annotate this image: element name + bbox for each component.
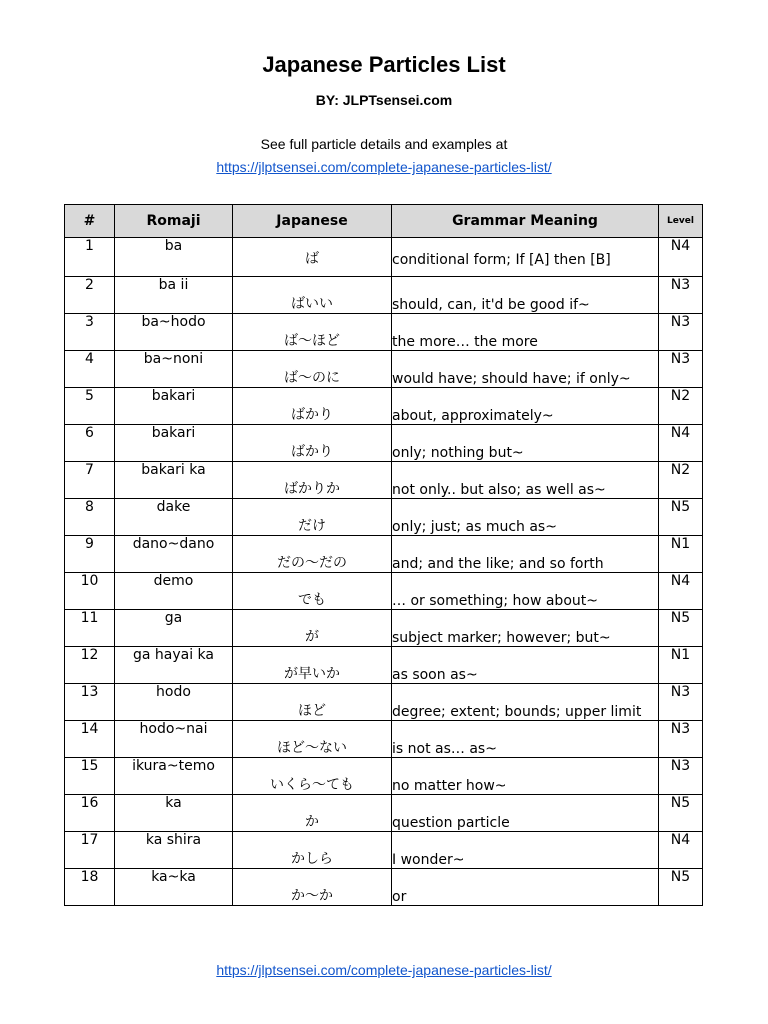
table-row bbox=[65, 573, 703, 610]
table-row bbox=[65, 499, 703, 536]
cell-romaji: dano~dano bbox=[115, 536, 233, 573]
cell-level: N3 bbox=[659, 277, 703, 314]
table-row bbox=[65, 277, 703, 314]
cell-japanese: ば～ほど bbox=[233, 314, 392, 351]
table-body bbox=[65, 238, 703, 906]
cell-number: 14 bbox=[65, 721, 115, 758]
cell-romaji: ga hayai ka bbox=[115, 647, 233, 684]
cell-meaning: I wonder~ bbox=[392, 832, 659, 869]
cell-level: N1 bbox=[659, 647, 703, 684]
cell-meaning: should, can, it'd be good if~ bbox=[392, 277, 659, 314]
cell-number: 1 bbox=[65, 238, 115, 277]
cell-japanese: ば bbox=[233, 238, 392, 277]
column-header-japanese: Japanese bbox=[233, 205, 392, 238]
cell-number: 3 bbox=[65, 314, 115, 351]
cell-romaji: ga bbox=[115, 610, 233, 647]
cell-japanese: かしら bbox=[233, 832, 392, 869]
cell-romaji: ka shira bbox=[115, 832, 233, 869]
cell-level: N2 bbox=[659, 388, 703, 425]
particles-table bbox=[64, 204, 703, 906]
cell-japanese: ばいい bbox=[233, 277, 392, 314]
column-header-meaning: Grammar Meaning bbox=[392, 205, 659, 238]
cell-number: 5 bbox=[65, 388, 115, 425]
cell-level: N1 bbox=[659, 536, 703, 573]
cell-number: 12 bbox=[65, 647, 115, 684]
page-title: Japanese Particles List bbox=[262, 52, 506, 77]
cell-japanese: ば～のに bbox=[233, 351, 392, 388]
cell-meaning: would have; should have; if only~ bbox=[392, 351, 659, 388]
table-row bbox=[65, 721, 703, 758]
cell-number: 15 bbox=[65, 758, 115, 795]
cell-japanese: いくら～ても bbox=[233, 758, 392, 795]
cell-level: N5 bbox=[659, 869, 703, 906]
cell-japanese: だの～だの bbox=[233, 536, 392, 573]
cell-meaning: or bbox=[392, 869, 659, 906]
table-row bbox=[65, 238, 703, 277]
cell-number: 17 bbox=[65, 832, 115, 869]
table-row bbox=[65, 425, 703, 462]
cell-japanese: ばかりか bbox=[233, 462, 392, 499]
cell-romaji: bakari ka bbox=[115, 462, 233, 499]
cell-number: 9 bbox=[65, 536, 115, 573]
table-row bbox=[65, 388, 703, 425]
cell-meaning: is not as… as~ bbox=[392, 721, 659, 758]
cell-romaji: hodo~nai bbox=[115, 721, 233, 758]
cell-japanese: ばかり bbox=[233, 425, 392, 462]
table-row bbox=[65, 758, 703, 795]
cell-japanese: でも bbox=[233, 573, 392, 610]
cell-romaji: bakari bbox=[115, 425, 233, 462]
table-row bbox=[65, 869, 703, 906]
cell-romaji: ka~ka bbox=[115, 869, 233, 906]
cell-romaji: ikura~temo bbox=[115, 758, 233, 795]
table-row bbox=[65, 684, 703, 721]
header-particles-link[interactable]: https://jlptsensei.com/complete-japanese-particles-list/ bbox=[216, 159, 552, 175]
cell-level: N3 bbox=[659, 684, 703, 721]
cell-level: N4 bbox=[659, 573, 703, 610]
cell-number: 4 bbox=[65, 351, 115, 388]
cell-romaji: ba ii bbox=[115, 277, 233, 314]
cell-level: N3 bbox=[659, 351, 703, 388]
cell-meaning: not only.. but also; as well as~ bbox=[392, 462, 659, 499]
cell-japanese: ばかり bbox=[233, 388, 392, 425]
cell-romaji: dake bbox=[115, 499, 233, 536]
cell-japanese: ほど bbox=[233, 684, 392, 721]
cell-number: 18 bbox=[65, 869, 115, 906]
cell-meaning: only; nothing but~ bbox=[392, 425, 659, 462]
table-row bbox=[65, 610, 703, 647]
header-link-container bbox=[0, 159, 768, 175]
cell-japanese: が早いか bbox=[233, 647, 392, 684]
cell-meaning: … or something; how about~ bbox=[392, 573, 659, 610]
cell-romaji: demo bbox=[115, 573, 233, 610]
cell-romaji: ka bbox=[115, 795, 233, 832]
cell-number: 8 bbox=[65, 499, 115, 536]
cell-meaning: conditional form; If [A] then [B] bbox=[392, 238, 659, 277]
cell-number: 13 bbox=[65, 684, 115, 721]
cell-meaning: as soon as~ bbox=[392, 647, 659, 684]
cell-meaning: about, approximately~ bbox=[392, 388, 659, 425]
cell-level: N3 bbox=[659, 314, 703, 351]
table-header-row bbox=[65, 205, 703, 238]
table-row bbox=[65, 832, 703, 869]
column-header-level: Level bbox=[659, 205, 703, 238]
cell-meaning: question particle bbox=[392, 795, 659, 832]
cell-meaning: subject marker; however; but~ bbox=[392, 610, 659, 647]
column-header-number: # bbox=[65, 205, 115, 238]
details-note: See full particle details and examples at bbox=[260, 136, 508, 152]
cell-level: N5 bbox=[659, 610, 703, 647]
cell-meaning: and; and the like; and so forth bbox=[392, 536, 659, 573]
cell-level: N4 bbox=[659, 832, 703, 869]
cell-meaning: no matter how~ bbox=[392, 758, 659, 795]
cell-japanese: か bbox=[233, 795, 392, 832]
byline: BY: JLPTsensei.com bbox=[315, 92, 453, 108]
cell-number: 2 bbox=[65, 277, 115, 314]
cell-japanese: が bbox=[233, 610, 392, 647]
cell-level: N4 bbox=[659, 238, 703, 277]
cell-japanese: だけ bbox=[233, 499, 392, 536]
footer-link-container bbox=[0, 962, 768, 978]
cell-level: N5 bbox=[659, 795, 703, 832]
cell-meaning: only; just; as much as~ bbox=[392, 499, 659, 536]
cell-romaji: ba bbox=[115, 238, 233, 277]
column-header-romaji: Romaji bbox=[115, 205, 233, 238]
cell-meaning: the more… the more bbox=[392, 314, 659, 351]
table-row bbox=[65, 462, 703, 499]
table-row bbox=[65, 795, 703, 832]
cell-level: N5 bbox=[659, 499, 703, 536]
cell-level: N2 bbox=[659, 462, 703, 499]
cell-level: N3 bbox=[659, 721, 703, 758]
cell-meaning: degree; extent; bounds; upper limit bbox=[392, 684, 659, 721]
cell-number: 16 bbox=[65, 795, 115, 832]
cell-number: 11 bbox=[65, 610, 115, 647]
cell-japanese: か～か bbox=[233, 869, 392, 906]
table-row bbox=[65, 536, 703, 573]
cell-number: 6 bbox=[65, 425, 115, 462]
cell-romaji: ba~hodo bbox=[115, 314, 233, 351]
cell-level: N4 bbox=[659, 425, 703, 462]
cell-number: 10 bbox=[65, 573, 115, 610]
cell-level: N3 bbox=[659, 758, 703, 795]
table-row bbox=[65, 351, 703, 388]
cell-japanese: ほど～ない bbox=[233, 721, 392, 758]
cell-romaji: hodo bbox=[115, 684, 233, 721]
cell-romaji: ba~noni bbox=[115, 351, 233, 388]
cell-romaji: bakari bbox=[115, 388, 233, 425]
cell-number: 7 bbox=[65, 462, 115, 499]
footer-particles-link[interactable]: https://jlptsensei.com/complete-japanese-particles-list/ bbox=[216, 962, 552, 978]
table-row bbox=[65, 647, 703, 684]
table-row bbox=[65, 314, 703, 351]
